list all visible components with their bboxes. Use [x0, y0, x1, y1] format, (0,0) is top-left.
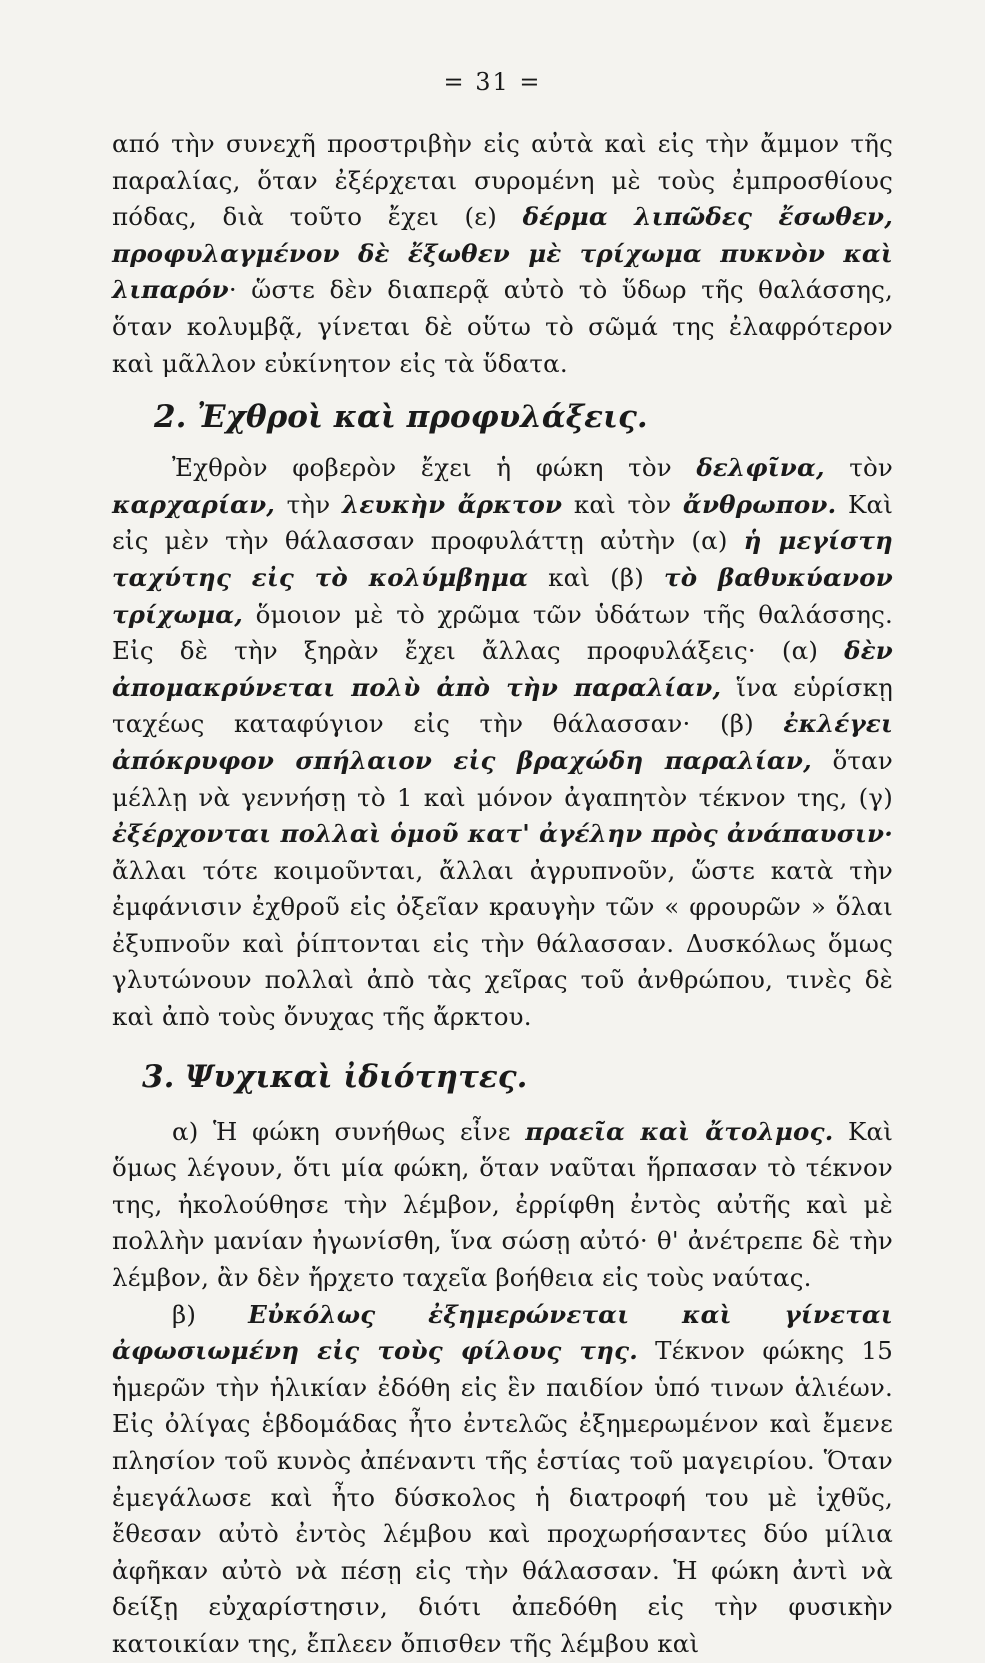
text-run: · ὥστε δὲν διαπερᾷ αὐτὸ τὸ ὕδωρ τῆς θαλάσσης, ὅταν κολυμβᾷ, γίνεται δὲ οὕτω τὸ σῶμά της ἐλαφρότερον καὶ μᾶλλον εὐκίνητον εἰς τὰ ὕδατα. [112, 275, 893, 378]
emphasis-run: Εὐκόλως ἐξημερώνεται καὶ γίνεται ἀφωσιωμένη εἰς τοὺς φίλους της. [112, 1299, 893, 1366]
text-run: ὅταν μέλλῃ νὰ γεννήσῃ τὸ 1 καὶ μόνον ἀγαπητὸν τέκνον της, (γ) [112, 745, 894, 812]
text-run: από τὴν συνεχῆ προστριβὴν εἰς αὐτὰ καὶ εἰς τὴν ἄμμον τῆς παραλίας, ὅταν ἐξέρχεται συρομένη μὲ τοὺς ἐμπροσθίους πόδας, διὰ τοῦτο ἔχει (ε) [112, 129, 893, 232]
emphasis-run: δελφῖνα, [696, 453, 825, 483]
text-run: ἄλλαι τότε κοιμοῦνται, ἄλλαι ἀγρυπνοῦν, ὥστε κατὰ τὴν ἐμφάνισιν ἐχθροῦ εἰς ὀξεῖαν κραυγὴν τῶν « φρουρῶν » ὅλαι ἐξυπνοῦν καὶ ῥίπτονται εἰς τὴν θάλασσαν. Δυσκόλως ὅμως γλυτώνουν πολλαὶ ἀπὸ τὰς χεῖρας τοῦ ἀνθρώπου, τινὲς δὲ καὶ ἀπὸ τοὺς ὄνυχας τῆς ἄρκτου. [112, 855, 893, 1032]
text-run: Καὶ ὅμως λέγουν, ὅτι μία φώκη, ὅταν ναῦται ἥρπασαν τὸ τέκνον της, ἠκολούθησε τὴν λέμβον, ἐρρίφθη ἐντὸς αὐτῆς καὶ μὲ πολλὴν μανίαν ἠγωνίσθη, ἵνα σώσῃ αὐτό· θ' ἀνέτρεπε δὲ τὴν λέμβον, ἂν δὲν ἤρχετο ταχεῖα βοήθεια εἰς τοὺς ναύτας. [112, 1116, 893, 1293]
emphasis-run: δὲν ἀπομακρύνεται πολὺ ἀπὸ τὴν παραλίαν, [112, 636, 893, 702]
text-run: Τέκνον φώκης 15 ἡμερῶν τὴν ἡλικίαν ἐδόθη εἰς ἓν παιδίον ὑπό τινων ἁλιέων. Εἰς ὀλίγας ἑβδομάδας ἦτο ἐντελῶς ἐξημερωμένον καὶ ἔμενε πλησίον τοῦ κυνὸς ἀπέναντι τῆς ἑστίας τοῦ μαγειρίου. Ὅταν ἐμεγάλωσε καὶ ἦτο δύσκολος ἡ διατροφή του μὲ ἰχθῦς, ἔθεσαν αὐτὸ ἐντὸς λέμβου καὶ προχωρήσαντες δύο μίλια ἀφῆκαν αὐτὸ νὰ πέσῃ εἰς τὴν θάλασσαν. Ἡ φώκη ἀντὶ νὰ δείξῃ εὐχαρίστησιν, διότι ἀπεδόθη εἰς τὴν φυσικὴν κατοικίαν της, ἔπλεεν ὄπισθεν τῆς λέμβου καὶ [112, 1336, 894, 1658]
emphasis-run: καρχαρίαν, [112, 489, 276, 519]
section-heading-psychology: 3. Ψυχικαὶ ἰδιότητες. [142, 1058, 528, 1095]
paragraph-tame [112, 1297, 893, 1663]
emphasis-run: λευκὴν ἄρκτον [341, 489, 563, 519]
text-run: τὸν [824, 453, 893, 483]
paragraph-gentle [112, 1114, 893, 1297]
page-number: = 31 = [443, 68, 542, 96]
text-run: ὅμοιον μὲ τὸ χρῶμα τῶν ὑδάτων τῆς θαλάσσης. Εἰς δὲ τὴν ξηρὰν ἔχει ἄλλας προφυλάξεις· (α) [112, 599, 893, 666]
text-run: β) [172, 1299, 249, 1329]
emphasis-run: τὸ βαθυκύανον τρίχωμα, [112, 562, 893, 629]
text-run: ἵνα εὑρίσκῃ ταχέως καταφύγιον εἰς τὴν θάλασσαν· (β) [112, 672, 893, 739]
emphasis-run: ἐξέρχονται πολλαὶ ὁμοῦ κατ' ἀγέλην πρὸς ἀνάπαυσιν· [112, 819, 893, 849]
paragraph-skin [112, 126, 893, 382]
emphasis-run: ἡ μεγίστη ταχύτης εἰς τὸ κολύμβημα [112, 526, 894, 592]
emphasis-run: ἄνθρωπον. [682, 489, 837, 519]
emphasis-run: ἐκλέγει ἀπόκρυφον σπήλαιον εἰς βραχώδη παραλίαν, [112, 709, 893, 775]
text-run: α) Ἡ φώκη συνήθως εἶνε [172, 1116, 526, 1146]
text-run: καὶ τὸν [562, 489, 683, 519]
section-heading-enemies: 2. Ἐχθροὶ καὶ προφυλάξεις. [154, 399, 648, 436]
text-run: τὴν [275, 489, 342, 519]
paragraph-enemies [112, 450, 893, 1036]
text-run: καὶ (β) [528, 562, 665, 592]
emphasis-run: πραεῖα καὶ ἄτολμος. [525, 1116, 834, 1146]
text-run: Ἐχθρὸν φοβερὸν ἔχει ἡ φώκη τὸν [172, 453, 697, 483]
text-block [112, 126, 893, 1663]
emphasis-run: δέρμα λιπῶδες ἔσωθεν, προφυλαγμένον δὲ ἔξωθεν μὲ τρίχωμα πυκνὸν καὶ λιπαρόν [112, 202, 893, 305]
text-run: Καὶ εἰς μὲν τὴν θάλασσαν προφυλάττῃ αὐτὴν (α) [112, 489, 893, 556]
